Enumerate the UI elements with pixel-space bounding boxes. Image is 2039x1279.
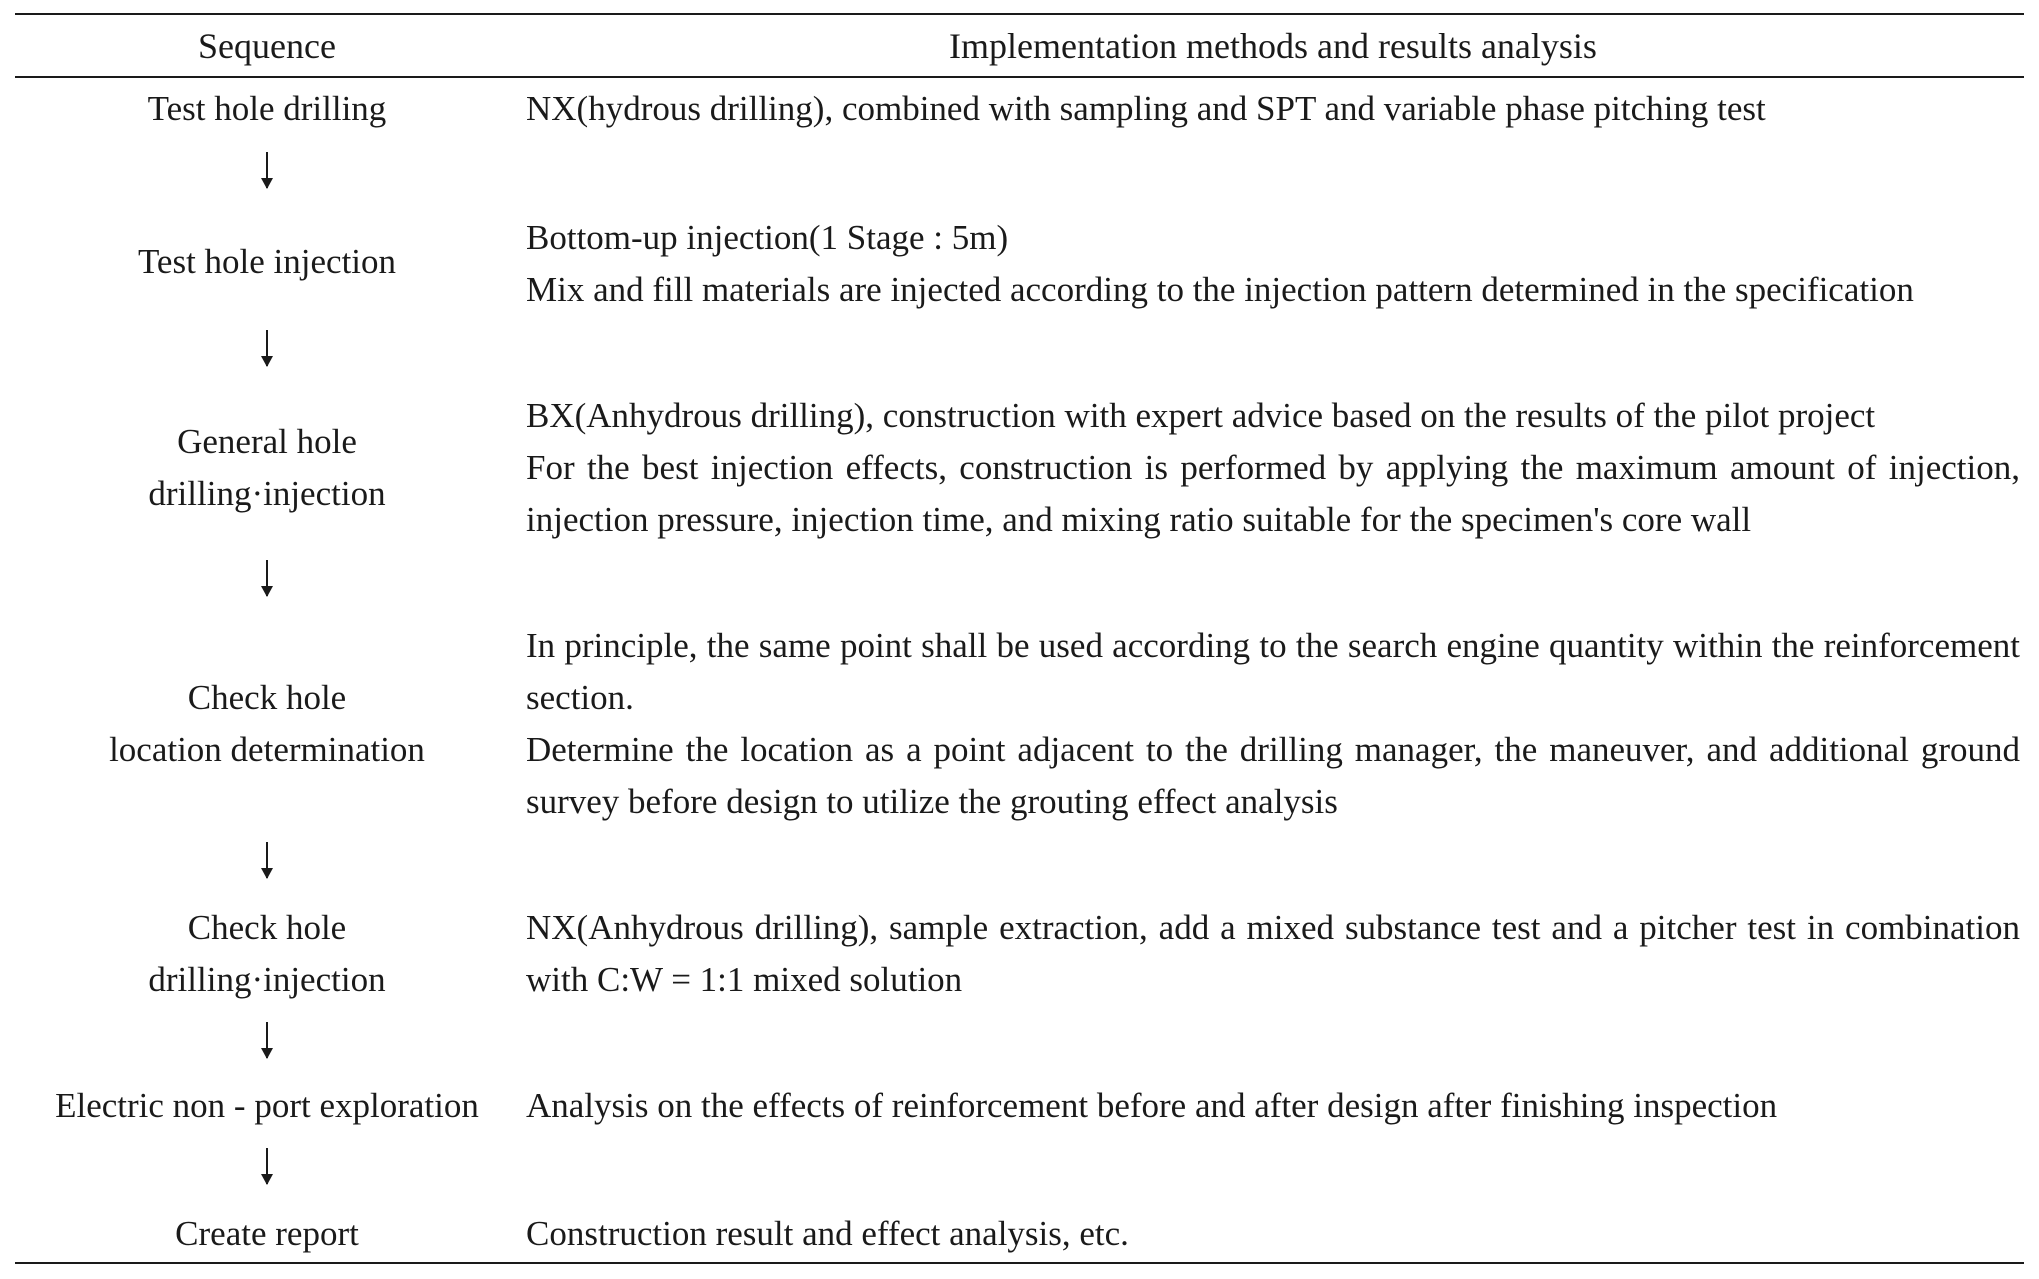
description-test-hole-injection: Bottom-up injection(1 Stage : 5m) Mix and fill materials are injected according to the injection pattern determined in the specification — [526, 218, 1914, 309]
header-rule — [15, 76, 2024, 78]
header-sequence: Sequence — [198, 26, 336, 66]
flow-arrow — [266, 152, 268, 188]
step-test-hole-drilling: Test hole drilling — [147, 89, 387, 128]
description-check-hole-location-determination: In principle, the same point shall be used according to the search engine quantity within the reinforcement section. Determine the location as a point adjacent to the drilling manager, the maneuver, and additional ground survey before design to utilize the grouting effect analysis — [526, 626, 2020, 821]
flow-arrow — [266, 330, 268, 366]
description-electric-non-port-exploration: Analysis on the effects of reinforcement before and after design after finishing inspection — [526, 1086, 1778, 1125]
flow-arrow — [266, 1148, 268, 1184]
step-test-hole-injection: Test hole injection — [137, 242, 397, 281]
description-create-report: Construction result and effect analysis, etc. — [526, 1214, 1129, 1253]
table-top-rule — [15, 13, 2024, 15]
step-check-hole-location-determination: Check hole location determination — [109, 678, 425, 769]
flow-arrow — [266, 842, 268, 878]
description-test-hole-drilling: NX(hydrous drilling), combined with sampling and SPT and variable phase pitching test — [526, 89, 1766, 128]
flow-arrow — [266, 1022, 268, 1058]
flow-arrow — [266, 560, 268, 596]
step-check-hole-drilling-injection: Check hole drilling·injection — [148, 908, 386, 999]
description-check-hole-drilling-injection: NX(Anhydrous drilling), sample extraction, add a mixed substance test and a pitcher test in combination with C:W = 1:1 mixed solution — [526, 908, 2020, 999]
step-general-hole-drilling-injection: General hole drilling·injection — [148, 422, 386, 513]
table-bottom-rule — [15, 1262, 2024, 1264]
header-implementation: Implementation methods and results analysis — [949, 26, 1597, 66]
step-create-report: Create report — [175, 1214, 359, 1253]
step-electric-non-port-exploration: Electric non - port exploration — [55, 1086, 479, 1125]
description-general-hole-drilling-injection: BX(Anhydrous drilling), construction with expert advice based on the results of the pilot project For the best injection effects, construction is performed by applying the maximum amount of injection, injection pressure, injection time, and mixing ratio suitable for the specimen's core wall — [526, 396, 2020, 539]
